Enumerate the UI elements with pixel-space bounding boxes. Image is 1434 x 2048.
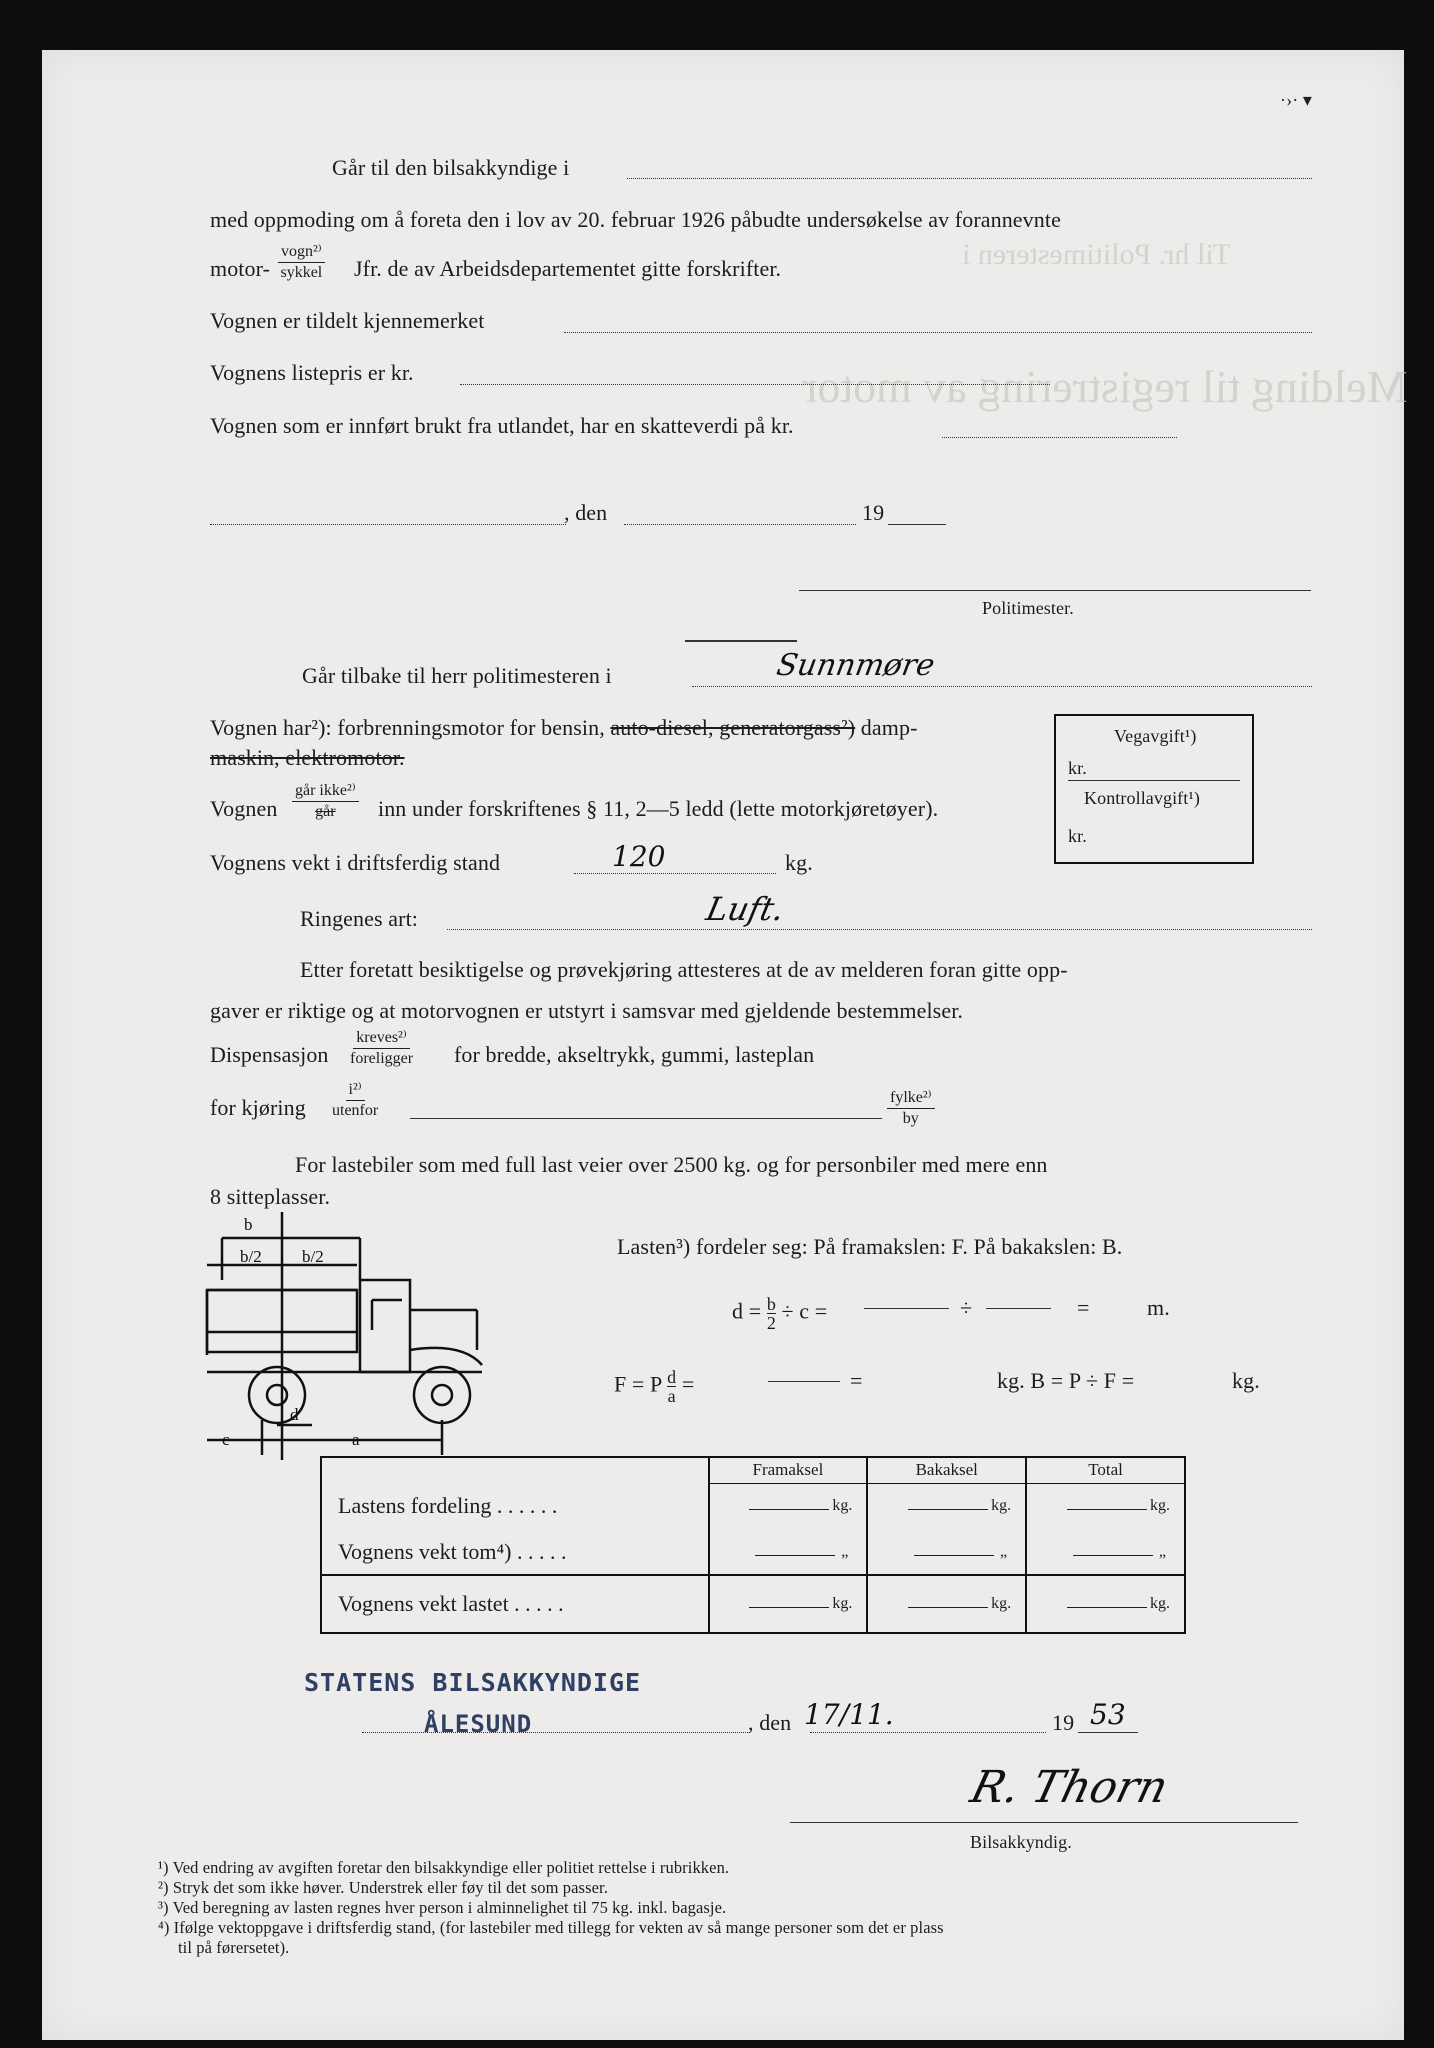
formula-f-eq: = bbox=[850, 1368, 863, 1393]
table-row-label: Vognens vekt lastet . . . . . bbox=[321, 1575, 709, 1633]
formula-f-unit: kg. B = P ÷ F = bbox=[997, 1368, 1135, 1393]
table-cell-unit: kg. bbox=[1150, 1497, 1170, 1515]
closing-date-line[interactable] bbox=[810, 1732, 1046, 1733]
date-den-1: , den bbox=[564, 500, 608, 525]
dispensation-prefix: Dispensasjon bbox=[210, 1042, 329, 1067]
distribution-line: Lasten³) fordeler seg: På framakslen: F. På bakakslen: B. bbox=[617, 1234, 1123, 1259]
formula-d-div: ÷ bbox=[960, 1295, 973, 1320]
truck-label-b2b: b/2 bbox=[302, 1247, 324, 1266]
light-frac-bottom: går bbox=[315, 803, 336, 820]
table-row-label: Lastens fordeling . . . . . . bbox=[321, 1483, 709, 1529]
closing-year-prefix: 19 bbox=[1052, 1710, 1075, 1735]
light-rest: inn under forskriftenes § 11, 2—5 ledd (lette motorkjøretøyer). bbox=[378, 796, 939, 821]
closing-date-value: 17/11. bbox=[804, 1698, 894, 1731]
inspector-signature-line[interactable] bbox=[790, 1822, 1298, 1823]
footnote-4: ⁴) Ifølge vektoppgave i driftsferdig stand, (for lastebiler med tillegg for vekten av så mange personer som det er plass bbox=[158, 1918, 944, 1937]
bleed-through-to: Til hr. Politimesteren i bbox=[962, 238, 1231, 271]
footnote-3: ³) Ved beregning av lasten regnes hver person i alminnelighet til 75 kg. inkl. bagasje. bbox=[158, 1898, 727, 1917]
weight-label: Vognens vekt i driftsferdig stand bbox=[210, 850, 501, 875]
registration-mark-line[interactable] bbox=[564, 332, 1312, 333]
formula-d: d = $\frac{b}{2}$ ÷ c = bbox=[732, 1294, 828, 1333]
tyres-line[interactable] bbox=[447, 929, 1312, 930]
weight-value: 120 bbox=[612, 840, 666, 873]
tyres-label: Ringenes art: bbox=[300, 906, 418, 931]
table-cell[interactable] bbox=[867, 1483, 1026, 1529]
return-place-handwritten: Sunnmøre bbox=[773, 648, 938, 683]
weight-line[interactable] bbox=[574, 873, 776, 874]
motor-prefix: motor- bbox=[210, 256, 271, 281]
driving-prefix: for kjøring bbox=[210, 1095, 306, 1120]
closing-year-line[interactable] bbox=[1078, 1732, 1138, 1733]
place-line-1[interactable] bbox=[210, 524, 566, 525]
driving-fraction bbox=[332, 1082, 378, 1119]
motor-fraction bbox=[278, 244, 325, 281]
light-fraction bbox=[292, 783, 359, 820]
formula-f: F = P $\frac{d}{a}$ = bbox=[614, 1367, 695, 1406]
control-fee-label: Kontrollavgift¹) bbox=[1084, 788, 1200, 808]
table-cell-unit: kg. bbox=[832, 1595, 853, 1612]
table-header-front: Framaksel bbox=[709, 1457, 868, 1483]
weight-unit: kg. bbox=[785, 850, 813, 875]
inspector-signature: R. Thorn bbox=[965, 1762, 1174, 1813]
truck-label-b: b bbox=[244, 1215, 253, 1234]
goes-to-label: Går til den bilsakkyndige i bbox=[332, 155, 570, 180]
truck-label-a: a bbox=[352, 1430, 360, 1449]
fee-box bbox=[1054, 714, 1254, 864]
return-label: Går tilbake til herr politimesteren i bbox=[302, 663, 612, 688]
table-cell-unit: „ bbox=[1158, 1542, 1166, 1560]
registration-mark-label: Vognen er tildelt kjennemerket bbox=[210, 308, 485, 333]
motor-frac-bottom: sykkel bbox=[280, 264, 323, 281]
dispensation-frac-bottom: foreligger bbox=[350, 1050, 414, 1067]
county-frac-top: fylke²⁾ bbox=[887, 1090, 935, 1109]
engine-line-1: Vognen har²): forbrenningsmotor for bensin, auto-diesel, generatorgass²) damp- bbox=[210, 715, 918, 740]
stamp-line-1: STATENS BILSAKKYNDIGE bbox=[304, 1668, 642, 1697]
year-line-1[interactable] bbox=[888, 524, 946, 525]
table-cell[interactable] bbox=[709, 1483, 868, 1529]
formula-d-line-2[interactable] bbox=[986, 1308, 1051, 1309]
table-cell[interactable] bbox=[1026, 1529, 1185, 1575]
truck-label-d: d bbox=[290, 1405, 299, 1424]
driving-frac-bottom: utenfor bbox=[332, 1102, 379, 1119]
load-intro-1: For lastebiler som med full last veier over 2500 kg. og for personbiler med mere enn bbox=[295, 1152, 1048, 1177]
table-header-total: Total bbox=[1026, 1457, 1185, 1483]
table-header-rear: Bakaksel bbox=[867, 1457, 1026, 1483]
politimester-label: Politimester. bbox=[982, 598, 1074, 618]
list-price-label: Vognens listepris er kr. bbox=[210, 360, 414, 385]
driving-line[interactable] bbox=[410, 1118, 882, 1119]
list-price-line[interactable] bbox=[460, 384, 1050, 385]
return-place-line[interactable] bbox=[692, 686, 1312, 687]
county-fraction bbox=[887, 1090, 935, 1127]
road-fee-kr: kr. bbox=[1068, 758, 1087, 778]
stamp-line-2: ÅLESUND bbox=[424, 1710, 533, 1738]
truck-label-b2a: b/2 bbox=[240, 1247, 262, 1266]
table-cell-unit: kg. bbox=[991, 1595, 1012, 1612]
truck-diagram bbox=[202, 1210, 622, 1470]
table-row bbox=[321, 1483, 1185, 1529]
closing-place-line[interactable] bbox=[362, 1732, 750, 1733]
light-prefix: Vognen bbox=[210, 796, 278, 821]
dispensation-fraction bbox=[350, 1030, 413, 1067]
request-line-1: med oppmoding om å foreta den i lov av 20. februar 1926 påbudte undersøkelse av forannevnte bbox=[210, 207, 1061, 232]
bleed-through-title: Melding til registrering av motor bbox=[802, 361, 1408, 412]
formula-d-unit: m. bbox=[1147, 1295, 1170, 1320]
load-intro-2: 8 sitteplasser. bbox=[210, 1184, 331, 1209]
formula-b-unit: kg. bbox=[1232, 1368, 1260, 1393]
attestation-line-1: Etter foretatt besiktigelse og prøvekjøring attesteres at de av melderen foran gitte opp- bbox=[300, 957, 1068, 982]
date-line-1[interactable] bbox=[624, 524, 856, 525]
distribution-table bbox=[320, 1456, 1186, 1634]
light-frac-top: går ikke²⁾ bbox=[292, 783, 359, 802]
closing-year-value: 53 bbox=[1090, 1698, 1126, 1731]
dispensation-frac-top: kreves²⁾ bbox=[353, 1030, 409, 1049]
form-sheet bbox=[42, 50, 1408, 2040]
table-row bbox=[321, 1575, 1185, 1633]
control-fee-kr: kr. bbox=[1068, 826, 1087, 846]
table-header-blank bbox=[321, 1457, 709, 1483]
table-row-label: Vognens vekt tom⁴) . . . . . bbox=[321, 1529, 709, 1575]
driving-frac-top: i²⁾ bbox=[346, 1082, 365, 1101]
goes-to-line[interactable] bbox=[627, 178, 1312, 179]
formula-d-eq: = bbox=[1077, 1295, 1090, 1320]
request-line-2: Jfr. de av Arbeidsdepartementet gitte forskrifter. bbox=[354, 256, 782, 281]
attestation-line-2: gaver er riktige og at motorvognen er utstyrt i samsvar med gjeldende bestemmelser. bbox=[210, 998, 964, 1023]
truck-label-c: c bbox=[222, 1430, 230, 1449]
dispensation-rest: for bredde, akseltrykk, gummi, lasteplan bbox=[454, 1042, 815, 1067]
formula-d-line-1[interactable] bbox=[864, 1308, 949, 1309]
formula-f-line[interactable] bbox=[768, 1381, 840, 1382]
table-cell[interactable] bbox=[1026, 1575, 1185, 1633]
road-fee-line[interactable] bbox=[1068, 780, 1240, 781]
table-cell[interactable] bbox=[867, 1575, 1026, 1633]
separator-rule bbox=[685, 640, 797, 642]
table-cell-unit: „ bbox=[1000, 1542, 1008, 1560]
table-row bbox=[321, 1529, 1185, 1575]
import-value-label: Vognen som er innført brukt fra utlandet, har en skatteverdi på kr. bbox=[210, 413, 794, 438]
closing-den: , den bbox=[748, 1710, 792, 1735]
inspector-label: Bilsakkyndig. bbox=[970, 1832, 1072, 1852]
table-cell[interactable] bbox=[709, 1529, 868, 1575]
table-cell-unit: kg. bbox=[832, 1497, 853, 1515]
county-frac-bottom: by bbox=[902, 1110, 919, 1127]
table-cell-unit: „ bbox=[841, 1542, 849, 1560]
corner-mark: ·›· ▾ bbox=[1280, 90, 1313, 110]
footnote-4-cont: til på førersetet). bbox=[178, 1938, 290, 1957]
table-cell-unit: kg. bbox=[1150, 1595, 1170, 1612]
year-prefix-1: 19 bbox=[862, 500, 885, 525]
politimester-signature-line[interactable] bbox=[799, 590, 1311, 591]
table-cell[interactable] bbox=[709, 1575, 868, 1633]
footnote-2: ²) Stryk det som ikke høver. Understrek eller føy til det som passer. bbox=[158, 1878, 608, 1897]
import-value-line[interactable] bbox=[942, 437, 1177, 438]
table-cell[interactable] bbox=[867, 1529, 1026, 1575]
tyres-value: Luft. bbox=[702, 890, 788, 928]
engine-line-2: maskin, elektromotor. bbox=[210, 745, 405, 770]
footnote-1: ¹) Ved endring av avgiften foretar den bilsakkyndige eller politiet rettelse i rubrikken. bbox=[158, 1858, 730, 1877]
road-fee-label: Vegavgift¹) bbox=[1114, 726, 1197, 746]
motor-frac-top: vogn²⁾ bbox=[278, 244, 325, 263]
table-cell[interactable] bbox=[1026, 1483, 1185, 1529]
table-cell-unit: kg. bbox=[991, 1497, 1012, 1515]
